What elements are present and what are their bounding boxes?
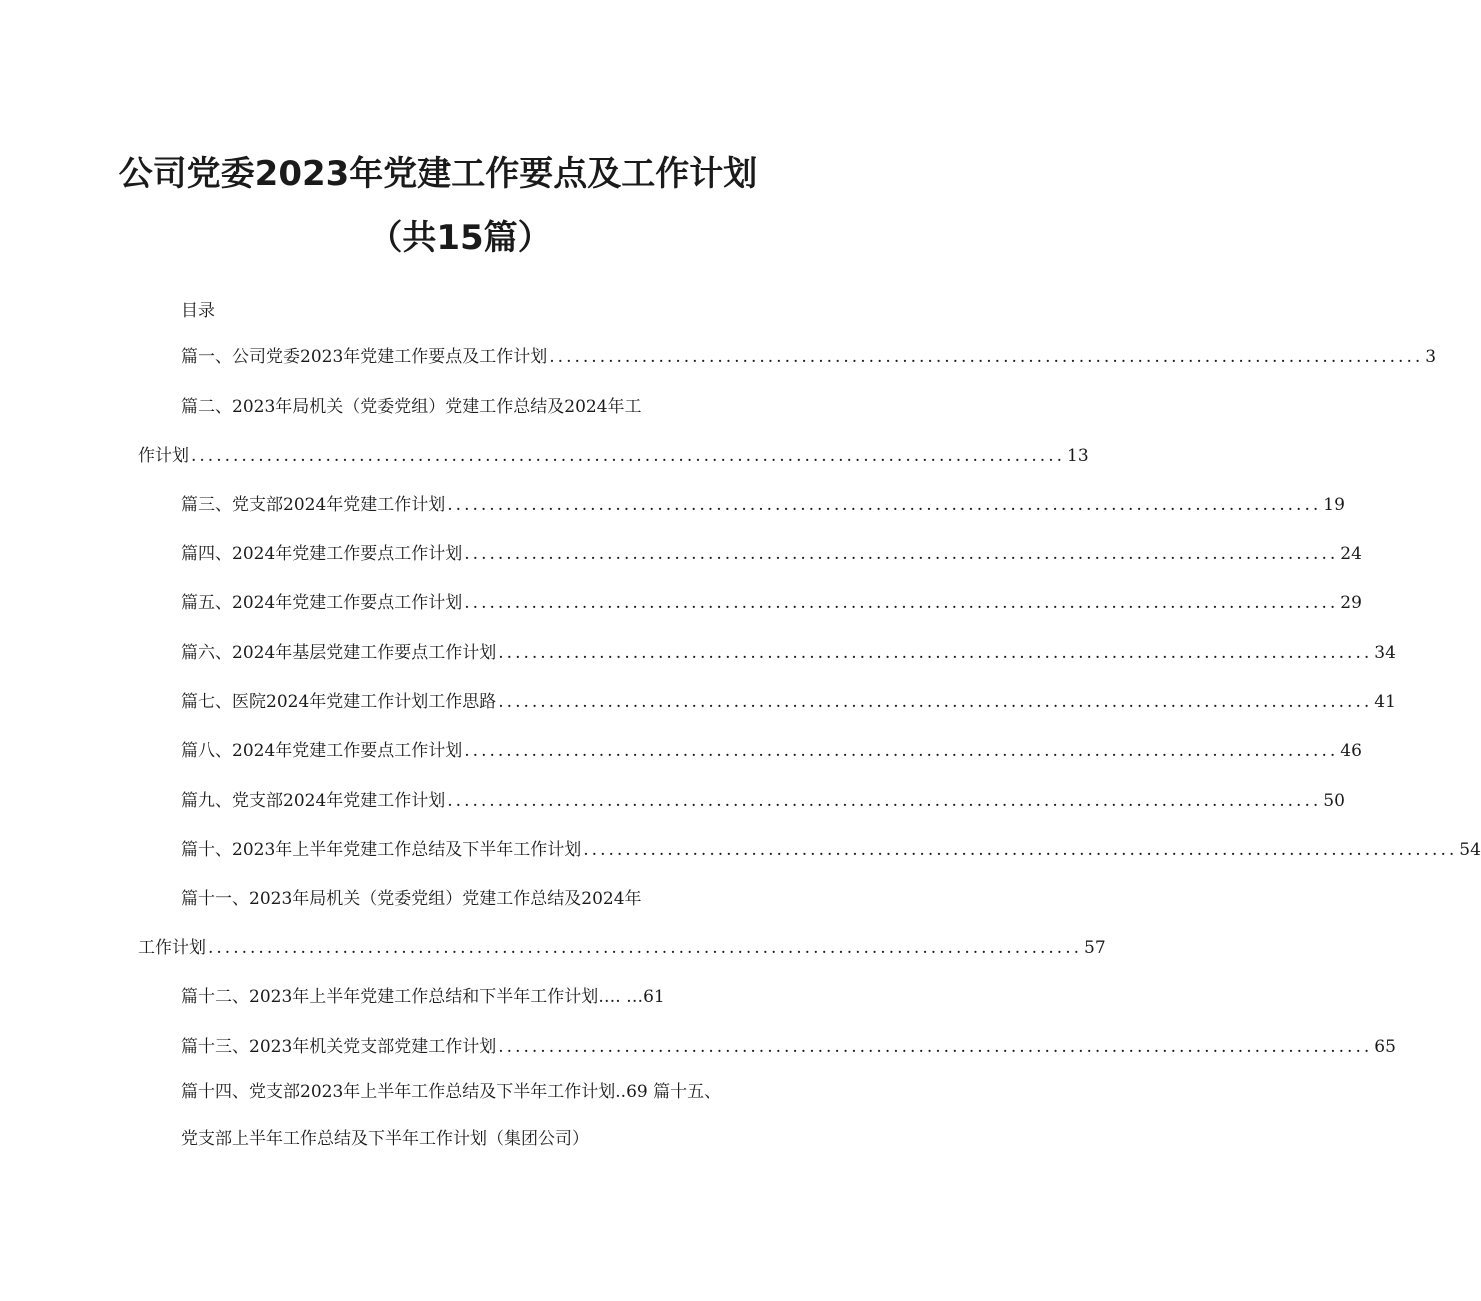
- toc-entry-label: 篇十一、2023年局机关（党委党组）党建工作总结及2024年: [181, 889, 642, 909]
- toc-entry-continuation: [138, 444, 1089, 468]
- toc-entry-page: 54: [1459, 840, 1481, 860]
- dot-leader: ........................................................................................................: [549, 347, 1424, 367]
- dot-leader: ........................................................................................................: [464, 544, 1339, 564]
- toc-entry: [181, 985, 665, 1009]
- dot-leader: ........................................................................................................: [191, 446, 1065, 466]
- toc-entry: [181, 1035, 1396, 1059]
- dot-leader: ........................................................................................................: [464, 741, 1339, 761]
- toc-entry: [181, 690, 1396, 714]
- dot-leader: ........................................................................................................: [498, 1037, 1373, 1057]
- toc-entry-label: 篇二、2023年局机关（党委党组）党建工作总结及2024年工: [181, 397, 642, 417]
- toc-entry-label: 篇八、2024年党建工作要点工作计划: [181, 741, 463, 761]
- toc-entry-label: 篇十三、2023年机关党支部党建工作计划: [181, 1037, 497, 1057]
- toc-entry-page: 41: [1374, 692, 1396, 712]
- dot-leader: ........................................................................................................: [583, 840, 1458, 860]
- toc-entry-label: 工作计划: [138, 938, 206, 958]
- toc-entry-continuation: [138, 936, 1106, 960]
- dot-leader: ........................................................................................................: [464, 593, 1339, 613]
- toc-entry: [181, 395, 642, 419]
- toc-entry-label: 篇七、医院2024年党建工作计划工作思路: [181, 692, 497, 712]
- dot-leader: ........................................................................................................: [498, 692, 1373, 712]
- toc-entry-page: 34: [1374, 643, 1396, 663]
- toc-entry: [181, 887, 642, 911]
- toc-entry-page: 65: [1374, 1037, 1396, 1057]
- toc-entry-label: 作计划: [138, 446, 189, 466]
- toc-entry-label: 篇十四、党支部2023年上半年工作总结及下半年工作计划..69 篇十五、: [181, 1082, 722, 1102]
- document-subtitle: （共15篇）: [368, 218, 552, 258]
- toc-entry: [181, 591, 1362, 615]
- toc-entry-page: 19: [1323, 495, 1345, 515]
- document-title: 公司党委2023年党建工作要点及工作计划: [118, 154, 758, 194]
- toc-entry-label: 篇三、党支部2024年党建工作计划: [181, 495, 446, 515]
- toc-entry-page: 29: [1340, 593, 1362, 613]
- toc-entry-label: 篇四、2024年党建工作要点工作计划: [181, 544, 463, 564]
- toc-entry-page: 50: [1323, 791, 1345, 811]
- toc-heading: 目录: [181, 301, 215, 321]
- toc-entry-label: 篇一、公司党委2023年党建工作要点及工作计划: [181, 347, 548, 367]
- toc-entry: [181, 1127, 589, 1151]
- toc-entry: [181, 789, 1345, 813]
- toc-entry: [181, 345, 1437, 369]
- toc-entry-page: 24: [1340, 544, 1362, 564]
- toc-entry-page: 46: [1340, 741, 1362, 761]
- toc-entry: [181, 493, 1345, 517]
- toc-entry-label: 篇五、2024年党建工作要点工作计划: [181, 593, 463, 613]
- toc-entry-label: 党支部上半年工作总结及下半年工作计划（集团公司）: [181, 1129, 589, 1149]
- toc-entry-label: 篇九、党支部2024年党建工作计划: [181, 791, 446, 811]
- toc-entry-page: 3: [1425, 347, 1437, 367]
- toc-entry-label: 篇十、2023年上半年党建工作总结及下半年工作计划: [181, 840, 582, 860]
- dot-leader: ........................................................................................................: [208, 938, 1082, 958]
- toc-entry: [181, 739, 1362, 763]
- toc-entry: [181, 1080, 721, 1104]
- toc-entry-label: 篇十二、2023年上半年党建工作总结和下半年工作计划…. …61: [181, 987, 665, 1007]
- toc-entry-page: 57: [1084, 938, 1106, 958]
- toc-entry: [181, 542, 1362, 566]
- dot-leader: ........................................................................................................: [447, 791, 1322, 811]
- toc-entry-page: 13: [1067, 446, 1089, 466]
- toc-entry: [181, 641, 1396, 665]
- toc-entry: [181, 838, 1481, 862]
- dot-leader: ........................................................................................................: [498, 643, 1373, 663]
- toc-entry-label: 篇六、2024年基层党建工作要点工作计划: [181, 643, 497, 663]
- dot-leader: ........................................................................................................: [447, 495, 1322, 515]
